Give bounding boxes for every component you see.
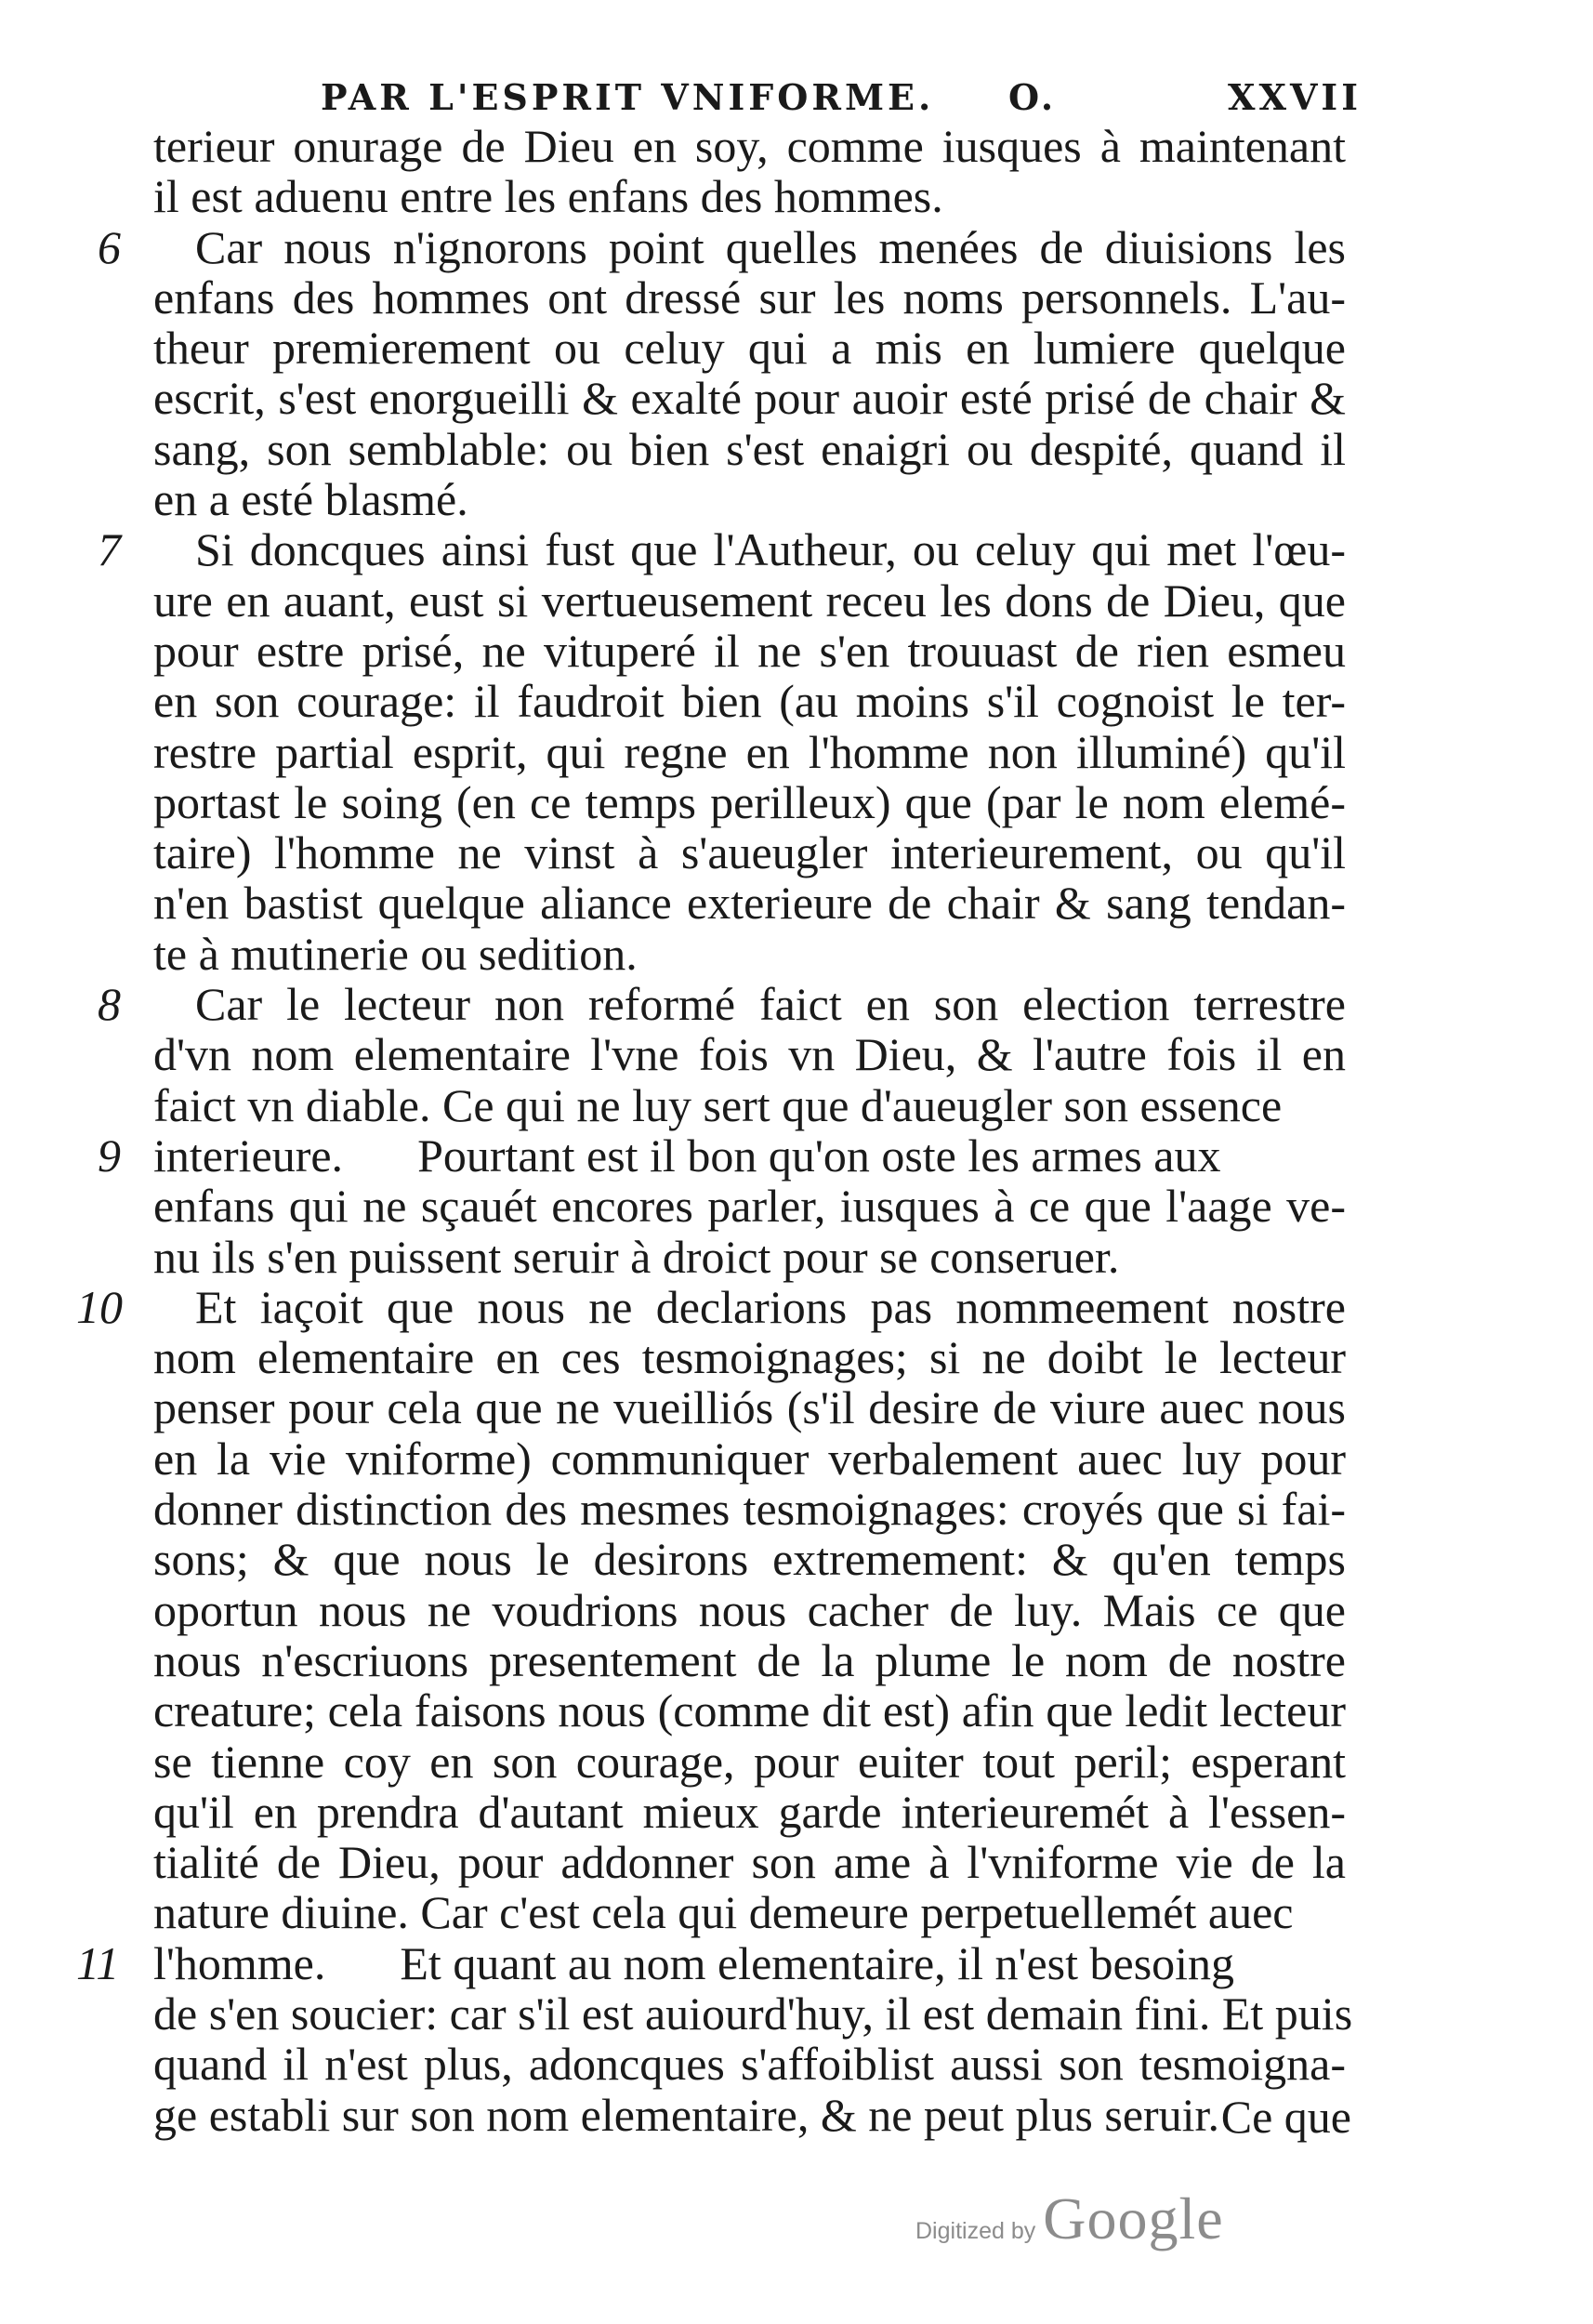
- line-text: enfans des hommes ont dressé sur les noms personnels. L'au-: [153, 271, 1346, 324]
- text-line: [0, 272, 1593, 323]
- text-line: [0, 1787, 1593, 1837]
- text-line: [0, 1433, 1593, 1484]
- line-text: ge establi sur son nom elementaire, & ne peut plus seruir.: [153, 2088, 1219, 2141]
- line-text: theur premierement ou celuy qui a mis en lumiere quelque: [153, 322, 1346, 375]
- line-text: nature diuine. Car c'est cela qui demeure perpetuellemét auec: [153, 1886, 1294, 1939]
- line-text: nu ils s'en puissent seruir à droict pour se conseruer.: [153, 1230, 1120, 1283]
- digitization-watermark: [915, 2185, 1224, 2268]
- line-text: creature; cela faisons nous (comme dit est) afin que ledit lecteur: [153, 1684, 1346, 1737]
- text-line: [0, 1282, 1593, 1332]
- line-text: n'en bastist quelque aliance exterieure de chair & sang tendan-: [153, 877, 1346, 930]
- watermark-prefix: Digitized by: [915, 2218, 1036, 2244]
- line-text: en a esté blasmé.: [153, 473, 468, 526]
- body-text: [0, 121, 1593, 2140]
- line-text: nous n'escriuons presentement de la plume le nom de nostre: [153, 1633, 1346, 1686]
- line-text: taire) l'homme ne vinst à s'aueugler interieurement, ou qu'il: [153, 826, 1346, 879]
- line-text: escrit, s'est enorgueilli & exalté pour auoir esté prisé de chair &: [153, 372, 1346, 425]
- text-line: [0, 1080, 1593, 1130]
- text-line: [0, 727, 1593, 777]
- line-text: pour estre prisé, ne vituperé il ne s'en trouuast de rien esmeu: [153, 624, 1346, 677]
- line-text: Si doncques ainsi fust que l'Autheur, ou celuy qui met l'œu-: [195, 523, 1346, 576]
- running-title: PAR L'ESPRIT VNIFORME.: [321, 76, 935, 118]
- line-text: te à mutinerie ou sedition.: [153, 927, 638, 980]
- text-line: [0, 1130, 1593, 1181]
- line-text: faict vn diable. Ce qui ne luy sert que d'aueugler son essence: [153, 1078, 1283, 1131]
- catchword: Ce que: [1220, 2091, 1351, 2143]
- line-text: nom elementaire en ces tesmoignages; si ne doibt le lecteur: [153, 1331, 1346, 1384]
- text-line: [0, 777, 1593, 827]
- line-text: penser pour cela que ne vueilliós (s'il desire de viure auec nous: [153, 1381, 1346, 1434]
- text-line: [0, 2039, 1593, 2089]
- line-text-part: interieure.: [153, 1129, 344, 1182]
- verse-number: 9: [98, 1129, 121, 1182]
- text-line: [0, 1484, 1593, 1534]
- text-line: [0, 1685, 1593, 1736]
- text-line: [0, 1181, 1593, 1231]
- text-line: [0, 1382, 1593, 1433]
- text-line: [0, 1332, 1593, 1382]
- line-text-part: l'homme.: [153, 1936, 326, 1989]
- text-line: [0, 929, 1593, 979]
- line-text: il est aduenu entre les enfans des hommes.: [153, 170, 943, 223]
- text-line: [0, 1585, 1593, 1635]
- text-line: [0, 323, 1593, 373]
- line-text: de s'en soucier: car s'il est auiourd'huy, il est demain fini. Et puis: [153, 1987, 1353, 2040]
- folio-number: XXVII: [1227, 76, 1362, 118]
- text-line: [0, 2090, 1593, 2140]
- text-line: [0, 222, 1593, 272]
- text-line: [0, 1029, 1593, 1079]
- line-text: d'vn nom elementaire l'vne fois vn Dieu, & l'autre fois il en: [153, 1028, 1346, 1081]
- line-text: oportun nous ne voudrions nous cacher de luy. Mais ce que: [153, 1583, 1346, 1636]
- text-line: [0, 1635, 1593, 1685]
- line-text: Car nous n'ignorons point quelles menées de diuisions les: [195, 220, 1346, 273]
- line-text: restre partial esprit, qui regne en l'homme non illuminé) qu'il: [153, 725, 1346, 778]
- line-text: se tienne coy en son courage, pour euiter tout peril; esperant: [153, 1735, 1346, 1788]
- text-line: [0, 171, 1593, 221]
- verse-number: 10: [76, 1280, 123, 1333]
- line-text: Car le lecteur non reformé faict en son election terrestre: [195, 978, 1346, 1031]
- text-line: [0, 1736, 1593, 1787]
- text-line: [0, 626, 1593, 676]
- line-text: Et iaçoit que nous ne declarions pas nommeement nostre: [195, 1280, 1346, 1333]
- line-text: [153, 1130, 1221, 1181]
- text-line: [0, 1534, 1593, 1584]
- text-line: [0, 424, 1593, 474]
- text-line: [0, 979, 1593, 1029]
- text-line: [0, 1232, 1593, 1282]
- text-line: [0, 1938, 1593, 1988]
- line-text: terieur onurage de Dieu en soy, comme iusques à maintenant: [153, 120, 1346, 172]
- line-text: quand il n'est plus, adoncques s'affoiblist aussi son tesmoigna-: [153, 2038, 1346, 2091]
- line-text: qu'il en prendra d'autant mieux garde interieuremét à l'essen-: [153, 1785, 1346, 1838]
- text-line: [0, 1988, 1593, 2039]
- text-line: [0, 575, 1593, 626]
- verse-number: 8: [98, 978, 121, 1031]
- verse-number: 7: [98, 523, 121, 576]
- running-header: [321, 76, 1362, 123]
- line-text: [153, 1938, 1234, 1988]
- text-line: [0, 1887, 1593, 1937]
- line-text: donner distinction des mesmes tesmoignages: croyés que si fai-: [153, 1483, 1346, 1536]
- line-text: sons; & que nous le desirons extremement: & qu'en temps: [153, 1533, 1346, 1586]
- text-line: [0, 524, 1593, 574]
- line-text: en la vie vniforme) communiquer verbalement auec luy pour: [153, 1432, 1346, 1485]
- text-line: [0, 676, 1593, 726]
- text-line: [0, 373, 1593, 423]
- text-line: [0, 474, 1593, 524]
- line-text-part: Et quant au nom elementaire, il n'est besoing: [400, 1936, 1235, 1989]
- line-text: ure en auant, eust si vertueusement receu les dons de Dieu, que: [153, 574, 1346, 627]
- signature-mark: O.: [1008, 76, 1058, 118]
- verse-number: 6: [98, 220, 121, 273]
- line-text: tialité de Dieu, pour addonner son ame à l'vniforme vie de la: [153, 1836, 1346, 1889]
- text-line: [0, 878, 1593, 928]
- line-text: en son courage: il faudroit bien (au moins s'il cognoist le ter-: [153, 675, 1346, 728]
- google-logo: Google: [1043, 2185, 1224, 2251]
- text-line: [0, 1837, 1593, 1887]
- line-text: enfans qui ne sçauét encores parler, iusques à ce que l'aage ve-: [153, 1180, 1346, 1233]
- text-line: [0, 827, 1593, 878]
- text-line: [0, 121, 1593, 171]
- verse-number: 11: [76, 1936, 120, 1989]
- line-text: sang, son semblable: ou bien s'est enaigri ou despité, quand il: [153, 422, 1346, 475]
- line-text-part: Pourtant est il bon qu'on oste les armes aux: [417, 1129, 1221, 1182]
- line-text: portast le soing (en ce temps perilleux) que (par le nom elemé-: [153, 775, 1346, 828]
